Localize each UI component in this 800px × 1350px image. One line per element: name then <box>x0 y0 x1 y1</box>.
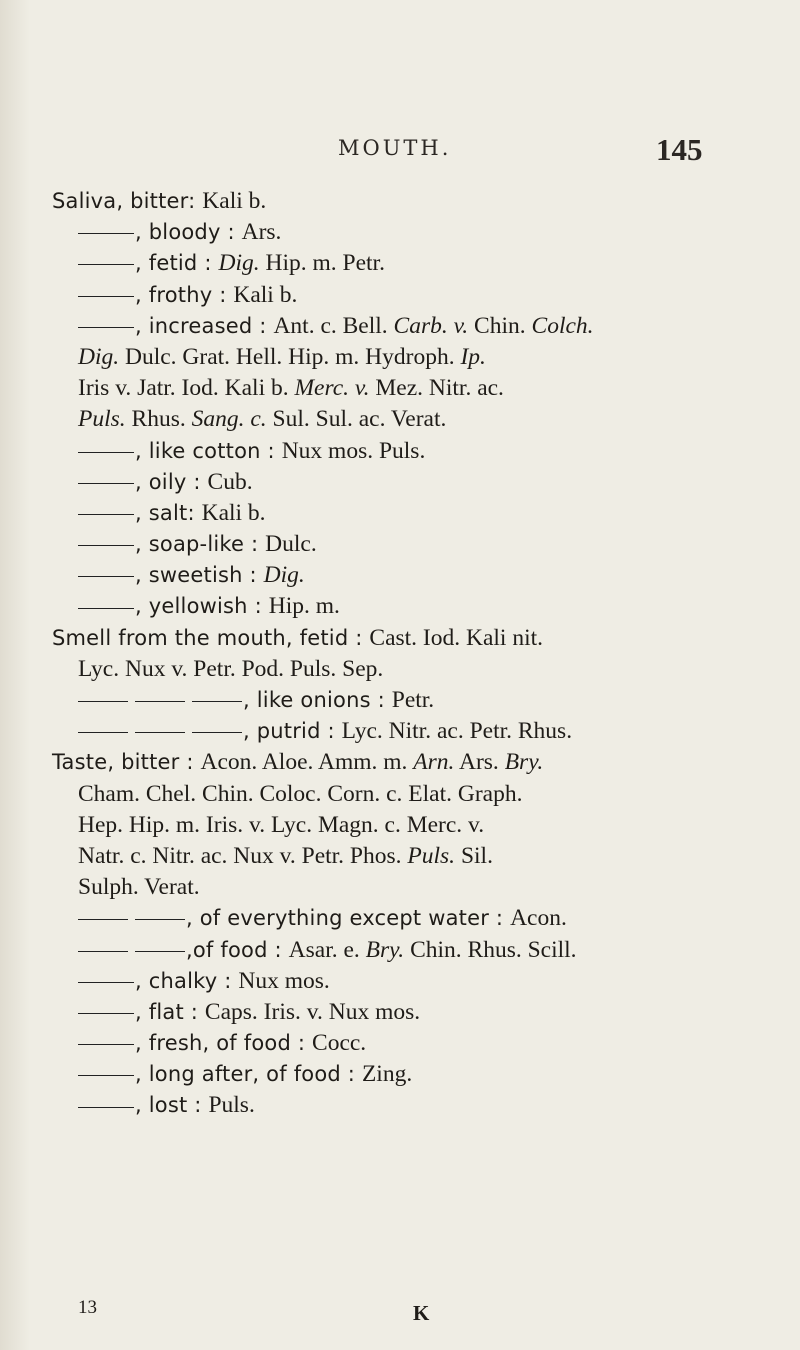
ditto-dash <box>135 701 185 702</box>
ditto-dash <box>78 608 134 609</box>
remedy-emphasis: Dig. <box>78 343 120 370</box>
remedy-text: Sil. <box>455 842 493 869</box>
entry-key: , chalky <box>135 968 218 993</box>
entry-line <box>52 1028 772 1059</box>
remedy-emphasis: Carb. v. <box>393 312 469 339</box>
entry-separator: : <box>267 937 289 962</box>
ditto-dash <box>78 545 134 546</box>
entry-separator: : <box>220 220 242 245</box>
entry-remedies: Kali b. <box>202 188 267 214</box>
remedy-text: Asar. e. <box>288 936 366 963</box>
entry-line <box>52 280 772 311</box>
entry-separator: : <box>260 438 282 463</box>
entry-remedies: Cast. Iod. Kali nit. <box>369 624 544 651</box>
ditto-dash <box>78 919 128 920</box>
entry-line <box>52 841 772 872</box>
entry-remedies: Nux mos. Puls. <box>281 437 426 464</box>
entry-separator: : <box>370 688 392 712</box>
entry-separator: : <box>290 1031 313 1056</box>
entry-line <box>52 342 772 373</box>
entry-key: , salt <box>135 500 188 525</box>
entry-remedies: Hip. m. <box>268 593 340 620</box>
index-entries <box>52 186 772 1122</box>
entry-key: ,of food <box>186 937 268 962</box>
remedy-text: Hip. m. Petr. <box>259 250 385 277</box>
entry-line <box>52 810 772 841</box>
entry-remedies: Lyc. Nux v. Petr. Pod. Puls. Sep. <box>78 655 384 682</box>
remedy-emphasis: Puls. <box>407 842 456 869</box>
remedy-text: Acon. Aloe. Amm. m. <box>200 749 414 776</box>
entry-line <box>52 217 772 248</box>
signature-number: 13 <box>78 1297 97 1318</box>
entry-line <box>52 311 772 342</box>
entry-key: , flat <box>135 999 184 1024</box>
ditto-dash <box>78 483 134 484</box>
entry-key: , fresh, of food <box>135 1031 291 1056</box>
entry-remedies: Cocc. <box>312 1030 367 1057</box>
entry-key: , putrid <box>243 719 321 744</box>
remedy-text: Ant. c. Bell. <box>273 312 394 339</box>
entry-remedies: Acon. <box>510 905 567 932</box>
entry-separator: : <box>187 500 202 525</box>
entry-key: , long after, of food <box>135 1062 341 1087</box>
ditto-dash <box>135 951 185 952</box>
entry-line <box>52 716 772 747</box>
entry-remedies: Sulph. Verat. <box>78 874 200 901</box>
entry-separator: : <box>320 719 342 744</box>
remedy-text: Rhus. <box>125 406 192 433</box>
ditto-dash <box>192 701 242 702</box>
entry-line <box>52 248 772 279</box>
entry-remedies: Cub. <box>207 468 253 495</box>
entry-separator: : <box>340 1062 362 1087</box>
entry-line <box>52 591 772 622</box>
entry-remedies: Puls. <box>208 1092 255 1119</box>
ditto-dash <box>78 452 134 453</box>
entry-line <box>52 747 772 778</box>
entry-key: Smell from the mouth, fetid <box>52 625 349 650</box>
entry-line <box>52 467 772 498</box>
entry-separator: : <box>244 532 266 557</box>
entry-separator: : <box>187 1093 209 1118</box>
entry-separator: : <box>186 469 208 494</box>
entry-separator: : <box>179 750 201 775</box>
entry-separator: : <box>183 999 205 1024</box>
remedy-emphasis: Bry. <box>504 749 544 776</box>
entry-remedies: Cham. Chel. Chin. Coloc. Corn. c. Elat. Graph. <box>78 780 523 807</box>
ditto-dash <box>78 1044 134 1045</box>
entry-separator: : <box>247 594 269 619</box>
entry-separator: : <box>252 313 274 338</box>
entry-key: , frothy <box>135 282 213 307</box>
entry-separator: : <box>212 282 234 307</box>
remedy-text: Chin. Rhus. Scill. <box>404 936 577 963</box>
entry-key: , oily <box>135 469 187 494</box>
entry-key: , like onions <box>243 688 371 712</box>
entry-line <box>52 935 772 966</box>
ditto-dash <box>78 951 128 952</box>
remedy-emphasis: Puls. <box>78 406 126 433</box>
entry-key: , yellowish <box>135 594 248 619</box>
remedy-emphasis: Colch. <box>531 312 594 339</box>
remedy-text: Iris v. Jatr. Iod. Kali b. <box>78 375 295 402</box>
ditto-dash <box>78 296 134 297</box>
entry-separator: : <box>242 563 264 588</box>
entry-line <box>52 966 772 997</box>
entry-key: , like cotton <box>135 438 261 463</box>
entry-line <box>52 529 772 560</box>
remedy-emphasis: Dig. <box>263 562 305 589</box>
entry-key: Taste, bitter <box>52 750 180 775</box>
entry-line <box>52 560 772 591</box>
entry-key: , fetid <box>135 251 198 276</box>
ditto-dash <box>78 233 134 234</box>
page-header <box>338 132 738 172</box>
entry-line <box>52 654 772 685</box>
entry-remedies: Lyc. Nitr. ac. Petr. Rhus. <box>341 718 573 745</box>
entry-separator: : <box>489 906 511 931</box>
ditto-dash <box>78 1075 134 1076</box>
ditto-dash <box>78 1107 134 1108</box>
entry-key: Saliva, bitter <box>52 189 189 213</box>
remedy-text: Natr. c. Nitr. ac. Nux v. Petr. Phos. <box>78 842 408 869</box>
remedy-emphasis: Merc. v. <box>294 375 370 402</box>
ditto-dash <box>78 514 134 515</box>
entry-separator: : <box>217 968 239 993</box>
entry-separator: : <box>197 251 219 276</box>
ditto-dash <box>78 701 128 702</box>
ditto-dash <box>135 732 185 733</box>
entry-remedies: Nux mos. <box>238 967 330 994</box>
ditto-dash <box>78 982 134 983</box>
remedy-emphasis: Arn. <box>413 749 455 776</box>
entry-key: , of everything except water <box>186 906 490 931</box>
remedy-emphasis: Dig. <box>218 250 260 277</box>
entry-line <box>52 498 772 529</box>
entry-remedies: Kali b. <box>201 499 266 526</box>
remedy-text: Sul. Sul. ac. Verat. <box>266 406 447 433</box>
entry-line <box>52 1090 772 1121</box>
signature-letter: K <box>413 1301 430 1325</box>
entry-line <box>52 903 772 934</box>
entry-key: , sweetish <box>135 563 243 588</box>
entry-remedies: Hep. Hip. m. Iris. v. Lyc. Magn. c. Merc. v. <box>78 811 485 838</box>
remedy-text: Chin. <box>468 312 532 339</box>
ditto-dash <box>78 1013 134 1014</box>
entry-line <box>52 685 772 716</box>
entry-line <box>52 404 772 435</box>
remedy-text: Ars. <box>454 749 505 776</box>
entry-line <box>52 436 772 467</box>
entry-key: , lost <box>135 1093 188 1118</box>
ditto-dash <box>192 732 242 733</box>
ditto-dash <box>135 919 185 920</box>
entry-remedies: Zing. <box>361 1061 413 1088</box>
ditto-dash <box>78 732 128 733</box>
entry-line <box>52 872 772 903</box>
entry-remedies: Kali b. <box>233 281 298 308</box>
entry-line <box>52 779 772 810</box>
ditto-dash <box>78 327 134 328</box>
entry-line <box>52 186 772 217</box>
entry-separator: : <box>348 625 370 650</box>
entry-remedies: Caps. Iris. v. Nux mos. <box>204 998 421 1025</box>
running-title: MOUTH. <box>338 136 452 160</box>
entry-remedies: Ars. <box>241 219 282 246</box>
entry-key: , bloody <box>135 220 221 245</box>
entry-separator: : <box>188 189 203 213</box>
remedy-emphasis: Ip. <box>460 343 486 370</box>
entry-line <box>52 1059 772 1090</box>
remedy-emphasis: Sang. c. <box>191 406 267 433</box>
entry-key: , increased <box>135 313 253 338</box>
ditto-dash <box>78 264 134 265</box>
remedy-text: Mez. Nitr. ac. <box>369 375 504 402</box>
ditto-dash <box>78 576 134 577</box>
entry-remedies: Petr. <box>391 687 435 713</box>
entry-line <box>52 623 772 654</box>
entry-line <box>52 997 772 1028</box>
entry-key: , soap-like <box>135 532 245 557</box>
entry-line <box>52 373 772 404</box>
page-number: 145 <box>656 132 703 167</box>
entry-remedies: Dulc. <box>265 531 317 558</box>
remedy-text: Dulc. Grat. Hell. Hip. m. Hydroph. <box>119 343 461 370</box>
remedy-emphasis: Bry. <box>365 936 405 963</box>
